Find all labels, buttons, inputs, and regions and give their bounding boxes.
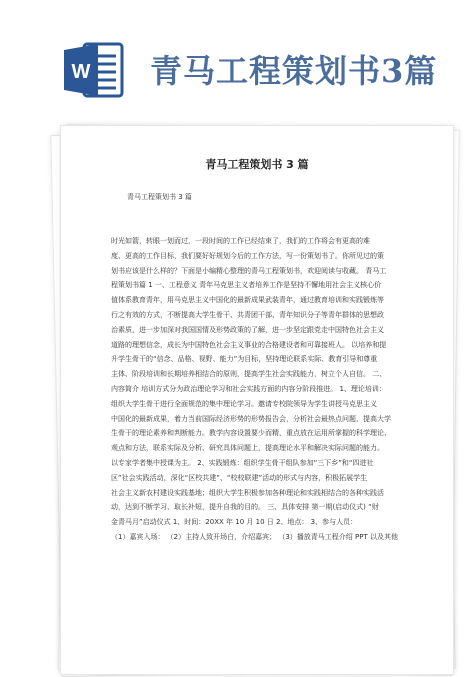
paper-sheet-front: [60, 125, 454, 675]
body-line: 中国化的最新成果，着力当前国际经济形势的形势报告会，分析社会最热点问题，提高大学: [111, 414, 391, 423]
body-line: 内容简介 培训方式分为政治理论学习和社会实践方面的内容分阶段推进。 1、理论培训：: [111, 384, 386, 393]
body-line: 划书应该是什么样的？下面是小编精心整理的青马工程策划书，欢迎阅读与收藏。 青马工: [111, 266, 387, 275]
body-line: 社会主义新农村建设实践基地；组织大学生积极参加各种理论和实践相结合的各种实践活: [111, 488, 384, 497]
body-line: 程策划书篇 1 一、工程意义 青年马克思主义者培养工作是坚持不懈地用社会主义核心价: [111, 281, 382, 290]
body-line: 动，达到不断学习、取长补短，提升自我的目的。 三、具体安排 第一期(启动仪式) “财: [111, 503, 379, 512]
document-title: 青马工程策划书 3 篇: [205, 158, 309, 171]
page-title: 青马工程策划书3篇: [150, 52, 438, 90]
body-line: 区”社会实践活动，深化“区校共建”、“校校联建”活动的形式与内容，积极拓展学生: [111, 473, 368, 482]
body-line: 生骨干的理论素养和判断能力。教学内容设置要少而精，重点放在运用所掌握的科学理论、: [111, 429, 391, 438]
body-line: 道路的理想信念，成长为中国特色社会主义事业的合格建设者和可靠接班人。 以培养和提: [111, 340, 387, 349]
body-line: 组织大学生骨干进行全面规范的集中理论学习。邀请专校院领导为学生讲授马克思主义: [111, 399, 377, 408]
document-preview: [60, 125, 452, 669]
document-subtitle: 青马工程策划书 3 篇: [127, 193, 192, 201]
page-header: [0, 0, 474, 118]
svg-text:W: W: [71, 61, 91, 83]
body-line: 金青马月”启动仪式 1、时间：20XX 年 10 月 10 日 2、地点： 3、参与人员：: [111, 518, 358, 527]
body-line: 主体、阶段培训和长期培养相结合的原则，提高学生社会实践能力，树立个人自信。 二、: [111, 370, 387, 379]
document-body: [111, 234, 401, 545]
body-line: 值体系教育青年，用马克思主义中国化的最新成果武装青年，通过教育培训和实践锻炼等: [111, 296, 384, 305]
body-line: 升学生骨干的“信念、品格、视野、能力”为目标，坚持理论联系实际、教育引导和尊重: [111, 355, 378, 364]
body-line: 以专家学者集中授课为主。 2、实践锻炼：组织学生骨干组队参加“三下乡”和“四进社: [111, 458, 374, 467]
word-document-icon: [62, 40, 124, 100]
body-line: 时光如箭，转眼一划而过，一段时间的工作已经结束了，我们的工作将会有更高的难: [111, 237, 370, 245]
body-line: 行之有效的方式，不断提高大学生骨干、共青团干部、青年知识分子等青年群体的思想政: [111, 310, 384, 319]
body-line: 度、更高的工作目标，我们要好好规划今后的工作方法，写一份策划书了。你所见过的策: [111, 251, 384, 260]
body-line: 治素质，进一步加深对我国国情及形势政策的了解，进一步坚定跟党走中国特色社会主义: [111, 325, 384, 334]
body-line: 观点和方法，联系实际及分析、研究具体问题上，提高理论水平和解决实际问题的能力。: [111, 444, 384, 453]
body-line: （1）嘉宾入场： （2）主持人致开场白，介绍嘉宾； （3）播放青马工程介绍 PPT 以及其他: [111, 532, 398, 541]
